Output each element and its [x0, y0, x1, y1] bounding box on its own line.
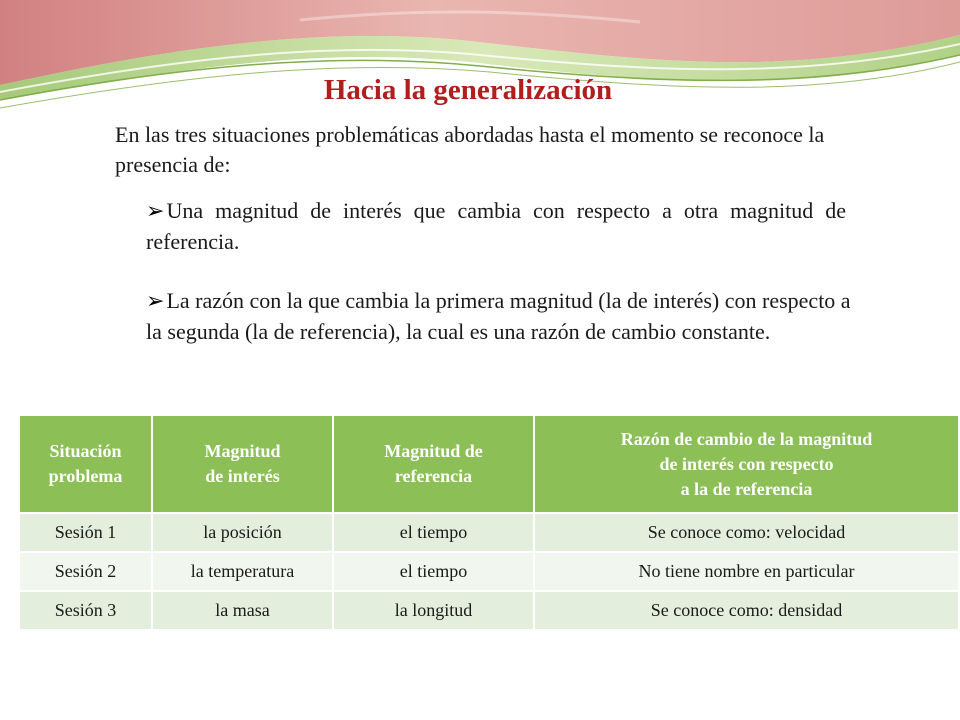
table-row: [20, 551, 958, 590]
header-magnitud-interes: Magnitud de interés: [153, 416, 334, 512]
table-cell: el tiempo: [334, 551, 535, 590]
bullet-text-2: La razón con la que cambia la primera magnitud (la de interés) con respecto a la segunda (la de referencia), la cual es una razón de cambio constante.: [146, 288, 851, 344]
intro-paragraph: En las tres situaciones problemáticas abordadas hasta el momento se reconoce la presencia de:: [115, 122, 825, 177]
table-row: [20, 590, 958, 629]
table-cell: No tiene nombre en particular: [535, 551, 958, 590]
table-row: [20, 512, 958, 551]
table-cell: la longitud: [334, 590, 535, 629]
table-cell: la posición: [153, 512, 334, 551]
table-header-row: [20, 416, 958, 512]
arrowhead-bullet-icon: ➢: [146, 288, 165, 313]
bullet-item-2: [146, 285, 856, 347]
arrowhead-bullet-icon: ➢: [146, 198, 165, 223]
table-cell: Se conoce como: velocidad: [535, 512, 958, 551]
header-razon-cambio: Razón de cambio de la magnitud de interés con respecto a la de referencia: [535, 416, 958, 512]
table-cell: el tiempo: [334, 512, 535, 551]
slide-title: Hacia la generalización: [323, 74, 613, 106]
decorative-header-banner: [0, 0, 960, 130]
table-cell: Se conoce como: densidad: [535, 590, 958, 629]
header-magnitud-referencia: Magnitud de referencia: [334, 416, 535, 512]
bullet-text-1: Una magnitud de interés que cambia con respecto a otra magnitud de referencia.: [146, 198, 846, 254]
table-cell: Sesión 2: [20, 551, 153, 590]
bullet-item-1: [146, 195, 846, 257]
header-situacion: Situación problema: [20, 416, 153, 512]
table-cell: Sesión 1: [20, 512, 153, 551]
table-cell: la temperatura: [153, 551, 334, 590]
table-cell: Sesión 3: [20, 590, 153, 629]
table-cell: la masa: [153, 590, 334, 629]
comparison-table: [20, 416, 958, 629]
